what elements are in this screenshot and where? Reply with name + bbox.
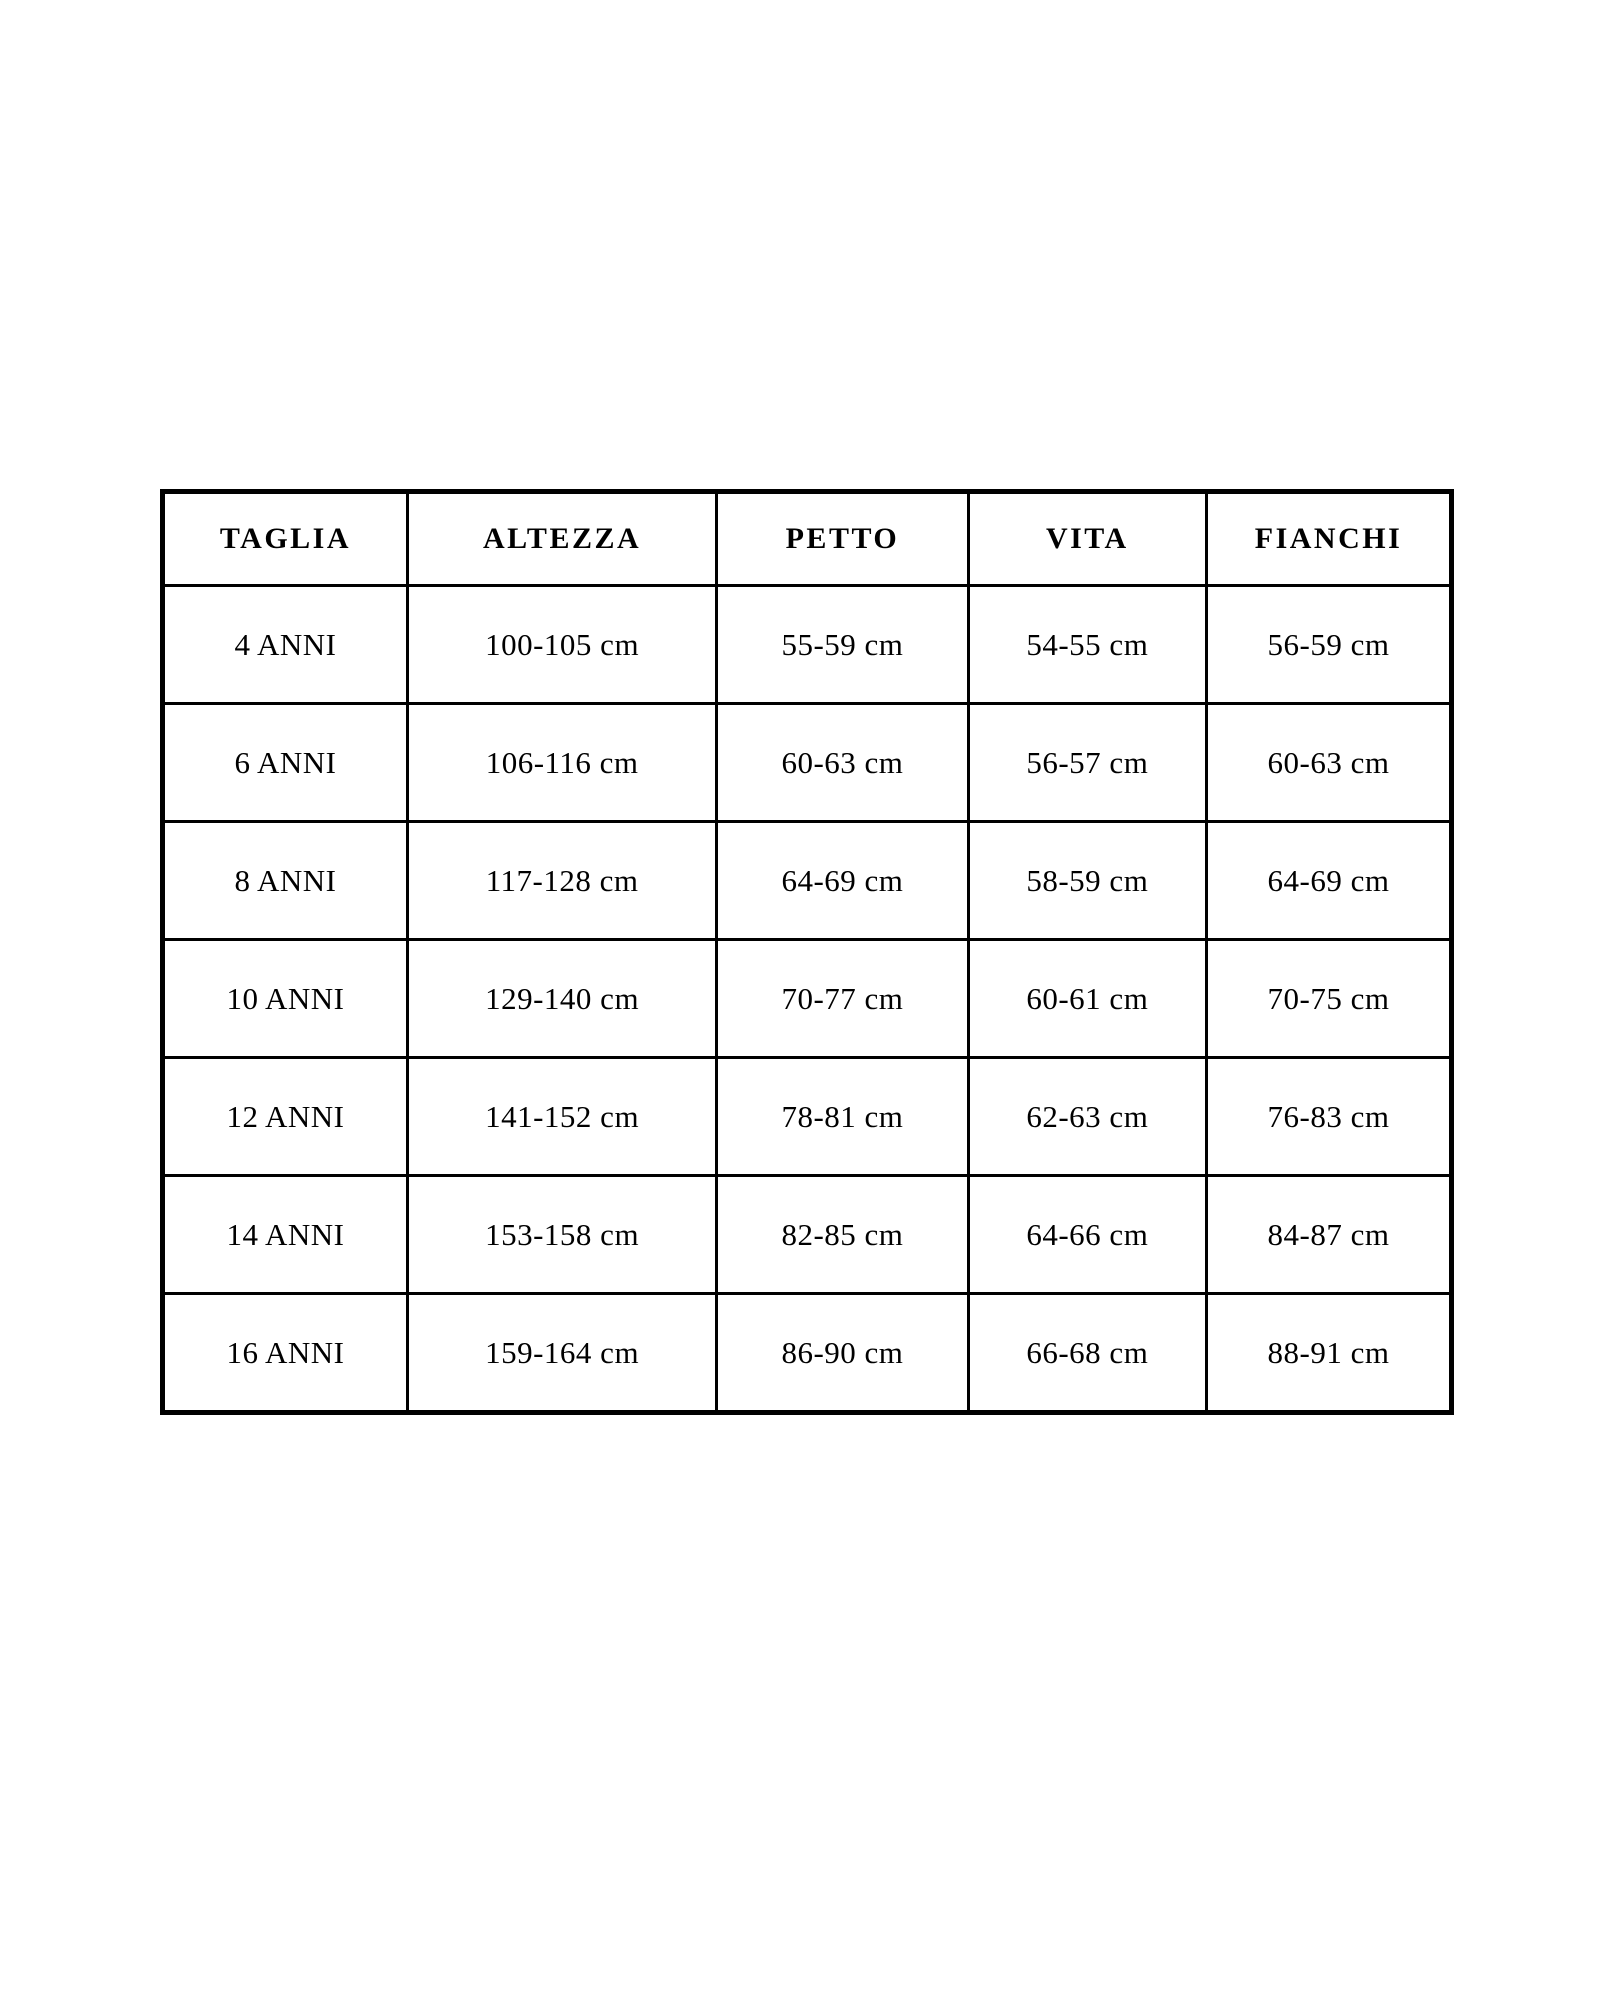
cell-petto: 82-85 cm — [717, 1176, 968, 1294]
cell-taglia: 10 ANNI — [163, 940, 408, 1058]
cell-fianchi: 76-83 cm — [1207, 1058, 1452, 1176]
cell-vita: 64-66 cm — [968, 1176, 1206, 1294]
cell-vita: 66-68 cm — [968, 1294, 1206, 1413]
table-row-16-anni — [163, 1294, 1452, 1413]
cell-taglia: 6 ANNI — [163, 704, 408, 822]
cell-fianchi: 64-69 cm — [1207, 822, 1452, 940]
cell-fianchi: 60-63 cm — [1207, 704, 1452, 822]
cell-altezza: 117-128 cm — [407, 822, 716, 940]
cell-altezza: 153-158 cm — [407, 1176, 716, 1294]
table-row-4-anni — [163, 586, 1452, 704]
cell-vita: 54-55 cm — [968, 586, 1206, 704]
column-header-taglia: TAGLIA — [163, 492, 408, 586]
cell-altezza: 106-116 cm — [407, 704, 716, 822]
cell-fianchi: 56-59 cm — [1207, 586, 1452, 704]
cell-fianchi: 88-91 cm — [1207, 1294, 1452, 1413]
column-header-vita: VITA — [968, 492, 1206, 586]
size-chart-table — [160, 489, 1454, 1415]
cell-vita: 62-63 cm — [968, 1058, 1206, 1176]
table-row-10-anni — [163, 940, 1452, 1058]
cell-petto: 55-59 cm — [717, 586, 968, 704]
cell-taglia: 14 ANNI — [163, 1176, 408, 1294]
cell-fianchi: 70-75 cm — [1207, 940, 1452, 1058]
cell-petto: 78-81 cm — [717, 1058, 968, 1176]
column-header-altezza: ALTEZZA — [407, 492, 716, 586]
table-row-6-anni — [163, 704, 1452, 822]
cell-altezza: 129-140 cm — [407, 940, 716, 1058]
cell-vita: 56-57 cm — [968, 704, 1206, 822]
cell-petto: 64-69 cm — [717, 822, 968, 940]
column-header-fianchi: FIANCHI — [1207, 492, 1452, 586]
table-row-8-anni — [163, 822, 1452, 940]
cell-petto: 86-90 cm — [717, 1294, 968, 1413]
column-header-petto: PETTO — [717, 492, 968, 586]
cell-taglia: 8 ANNI — [163, 822, 408, 940]
cell-vita: 60-61 cm — [968, 940, 1206, 1058]
cell-altezza: 159-164 cm — [407, 1294, 716, 1413]
cell-taglia: 4 ANNI — [163, 586, 408, 704]
cell-taglia: 16 ANNI — [163, 1294, 408, 1413]
cell-vita: 58-59 cm — [968, 822, 1206, 940]
cell-fianchi: 84-87 cm — [1207, 1176, 1452, 1294]
table-row-14-anni — [163, 1176, 1452, 1294]
cell-taglia: 12 ANNI — [163, 1058, 408, 1176]
cell-altezza: 141-152 cm — [407, 1058, 716, 1176]
cell-petto: 60-63 cm — [717, 704, 968, 822]
table-row-12-anni — [163, 1058, 1452, 1176]
cell-petto: 70-77 cm — [717, 940, 968, 1058]
cell-altezza: 100-105 cm — [407, 586, 716, 704]
header-row — [163, 492, 1452, 586]
